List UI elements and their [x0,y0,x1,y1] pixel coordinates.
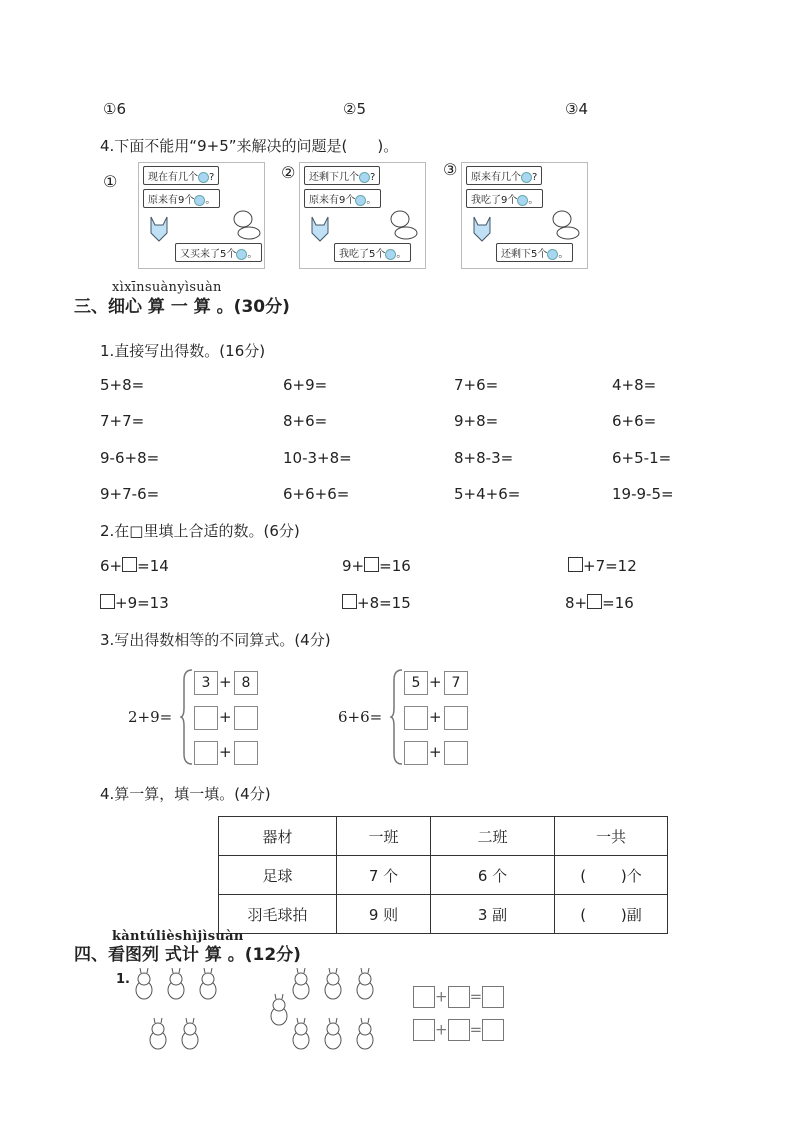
table-cell: 足球 [219,856,337,895]
fill-item: 9+ =16 [342,557,411,575]
calc-item: 8+8-3= [454,449,514,467]
rabbit-icon [168,968,184,999]
group-expr: 6+6= [338,708,383,726]
balloon-icon [359,172,370,183]
fox-icon [468,213,496,243]
calc-item: 8+6= [283,412,328,430]
rabbit-icon [325,968,341,999]
answer-box[interactable] [448,986,470,1008]
answer-box[interactable] [413,986,435,1008]
answer-box[interactable] [194,706,218,730]
section3-title: 三、细心 算 一 算 。(30分) [74,297,290,317]
table-row [219,895,668,934]
table-row [219,856,668,895]
balloon-icon [194,195,205,206]
balloon-icon [385,249,396,260]
answer-box[interactable] [100,594,115,609]
table-cell: 9 则 [337,895,431,934]
section4-title: 四、看图列 式计 算 。(12分) [74,945,301,965]
p2-title: 2.在□里填上合适的数。(6分) [100,522,300,540]
table-header-row [219,817,668,856]
rabbit-icon [200,968,216,999]
answer-box[interactable] [234,741,258,765]
fill-item: +8=15 [342,594,411,612]
answer-box[interactable] [587,594,602,609]
answer-box[interactable] [482,986,504,1008]
panel-3: 原来有几个 ? 我吃了9个 。 还剩下5个 。 [461,162,588,269]
given-box: 5 [404,671,428,695]
calc-item: 9+7-6= [100,485,160,503]
group-expr: 2+9= [128,708,173,726]
answer-box[interactable] [444,741,468,765]
rabbit-icon [357,968,373,999]
p4-title: 4.算一算，填一填。(4分) [100,785,271,803]
bubble-bottom: 还剩下5个 [501,249,548,260]
bubble-mid: 我吃了9个 [471,195,518,206]
bubble-mid: 原来有9个 [148,195,195,206]
given-box: 8 [234,671,258,695]
equation-row-2: + = [413,1019,504,1041]
bubble-top: 还剩下几个 [309,172,359,183]
fox-icon [306,213,334,243]
plus-sign: + [429,673,442,691]
bubble-mid: 原来有9个 [309,195,356,206]
bubble-bottom: 又买来了5个 [180,249,237,260]
p3-title: 3.写出得数相等的不同算式。(4分) [100,631,331,649]
answer-box[interactable] [342,594,357,609]
rabbit-group-right [265,968,395,1058]
answer-box[interactable] [482,1019,504,1041]
calc-item: 9+8= [454,412,499,430]
plus-sign: + [429,708,442,726]
rabbit-icon [136,968,152,999]
panel-1: 现在有几个 ? 原来有9个 。 又买来了5个 。 [138,162,265,269]
rabbit-icon [271,994,287,1025]
answer-box[interactable] [364,557,379,572]
calc-item: 5+8= [100,376,145,394]
calc-item: 6+6= [612,412,657,430]
equipment-table [218,816,668,934]
plus-sign: + [429,743,442,761]
answer-box[interactable] [413,1019,435,1041]
answer-box[interactable] [568,557,583,572]
brace-icon [390,668,404,766]
fill-item: 6+ =14 [100,557,169,575]
calc-item: 6+9= [283,376,328,394]
section3-pinyin: xìxīnsuànyìsuàn [112,280,222,295]
answer-box[interactable] [404,741,428,765]
section4-pinyin: kàntúlièshìjìsuàn [112,929,244,944]
calc-item: 19-9-5= [612,485,674,503]
item-number: 1. [116,972,130,987]
option-2: ②5 [343,100,366,118]
answer-box[interactable] [234,706,258,730]
answer-box[interactable] [194,741,218,765]
balloon-icon [355,195,366,206]
panel-2-num: ② [281,163,296,182]
header-cell: 一班 [337,817,431,856]
calc-item: 5+4+6= [454,485,521,503]
dog-icon [548,209,582,241]
balloon-icon [547,249,558,260]
table-answer-cell[interactable]: ( )副 [555,895,668,934]
plus-sign: + [219,708,232,726]
balloon-icon [521,172,532,183]
bubble-top: 原来有几个 [471,172,521,183]
rabbit-icon [182,1018,198,1049]
option-3: ③4 [565,100,588,118]
panel-2: 还剩下几个 ? 原来有9个 。 我吃了5个 。 [299,162,426,269]
panel-1-num: ① [103,172,118,191]
calc-item: 6+6+6= [283,485,350,503]
answer-box[interactable] [404,706,428,730]
rabbit-icon [357,1018,373,1049]
rabbit-icon [293,968,309,999]
table-cell: 7 个 [337,856,431,895]
dog-icon [229,209,263,241]
fill-item: +9=13 [100,594,169,612]
calc-item: 7+6= [454,376,499,394]
balloon-icon [236,249,247,260]
fill-item: +7=12 [568,557,637,575]
q4-question: 4.下面不能用“9+5”来解决的问题是( )。 [100,137,399,155]
header-cell: 二班 [431,817,555,856]
option-1: ①6 [103,100,126,118]
table-answer-cell[interactable]: ( )个 [555,856,668,895]
answer-box[interactable] [448,1019,470,1041]
bubble-bottom: 我吃了5个 [339,249,386,260]
calc-item: 7+7= [100,412,145,430]
calc-item: 9-6+8= [100,449,160,467]
given-box: 7 [444,671,468,695]
rabbit-icon [150,1018,166,1049]
bubble-top: 现在有几个 [148,172,198,183]
plus-sign: + [219,673,232,691]
plus-sign: + [219,743,232,761]
header-cell: 一共 [555,817,668,856]
fill-item: 8+ =16 [565,594,634,612]
equation-row-1: + = [413,986,504,1008]
balloon-icon [517,195,528,206]
header-cell: 器材 [219,817,337,856]
table-cell: 3 副 [431,895,555,934]
given-box: 3 [194,671,218,695]
dog-icon [386,209,420,241]
table-cell: 羽毛球拍 [219,895,337,934]
fox-icon [145,213,173,243]
calc-item: 4+8= [612,376,657,394]
calc-item: 10-3+8= [283,449,352,467]
rabbit-icon [293,1018,309,1049]
answer-box[interactable] [122,557,137,572]
rabbit-icon [325,1018,341,1049]
answer-box[interactable] [444,706,468,730]
brace-icon [180,668,194,766]
panel-3-num: ③ [443,160,458,179]
table-cell: 6 个 [431,856,555,895]
rabbit-group-left [132,968,242,1058]
calc-item: 6+5-1= [612,449,672,467]
balloon-icon [198,172,209,183]
p1-title: 1.直接写出得数。(16分) [100,342,266,360]
